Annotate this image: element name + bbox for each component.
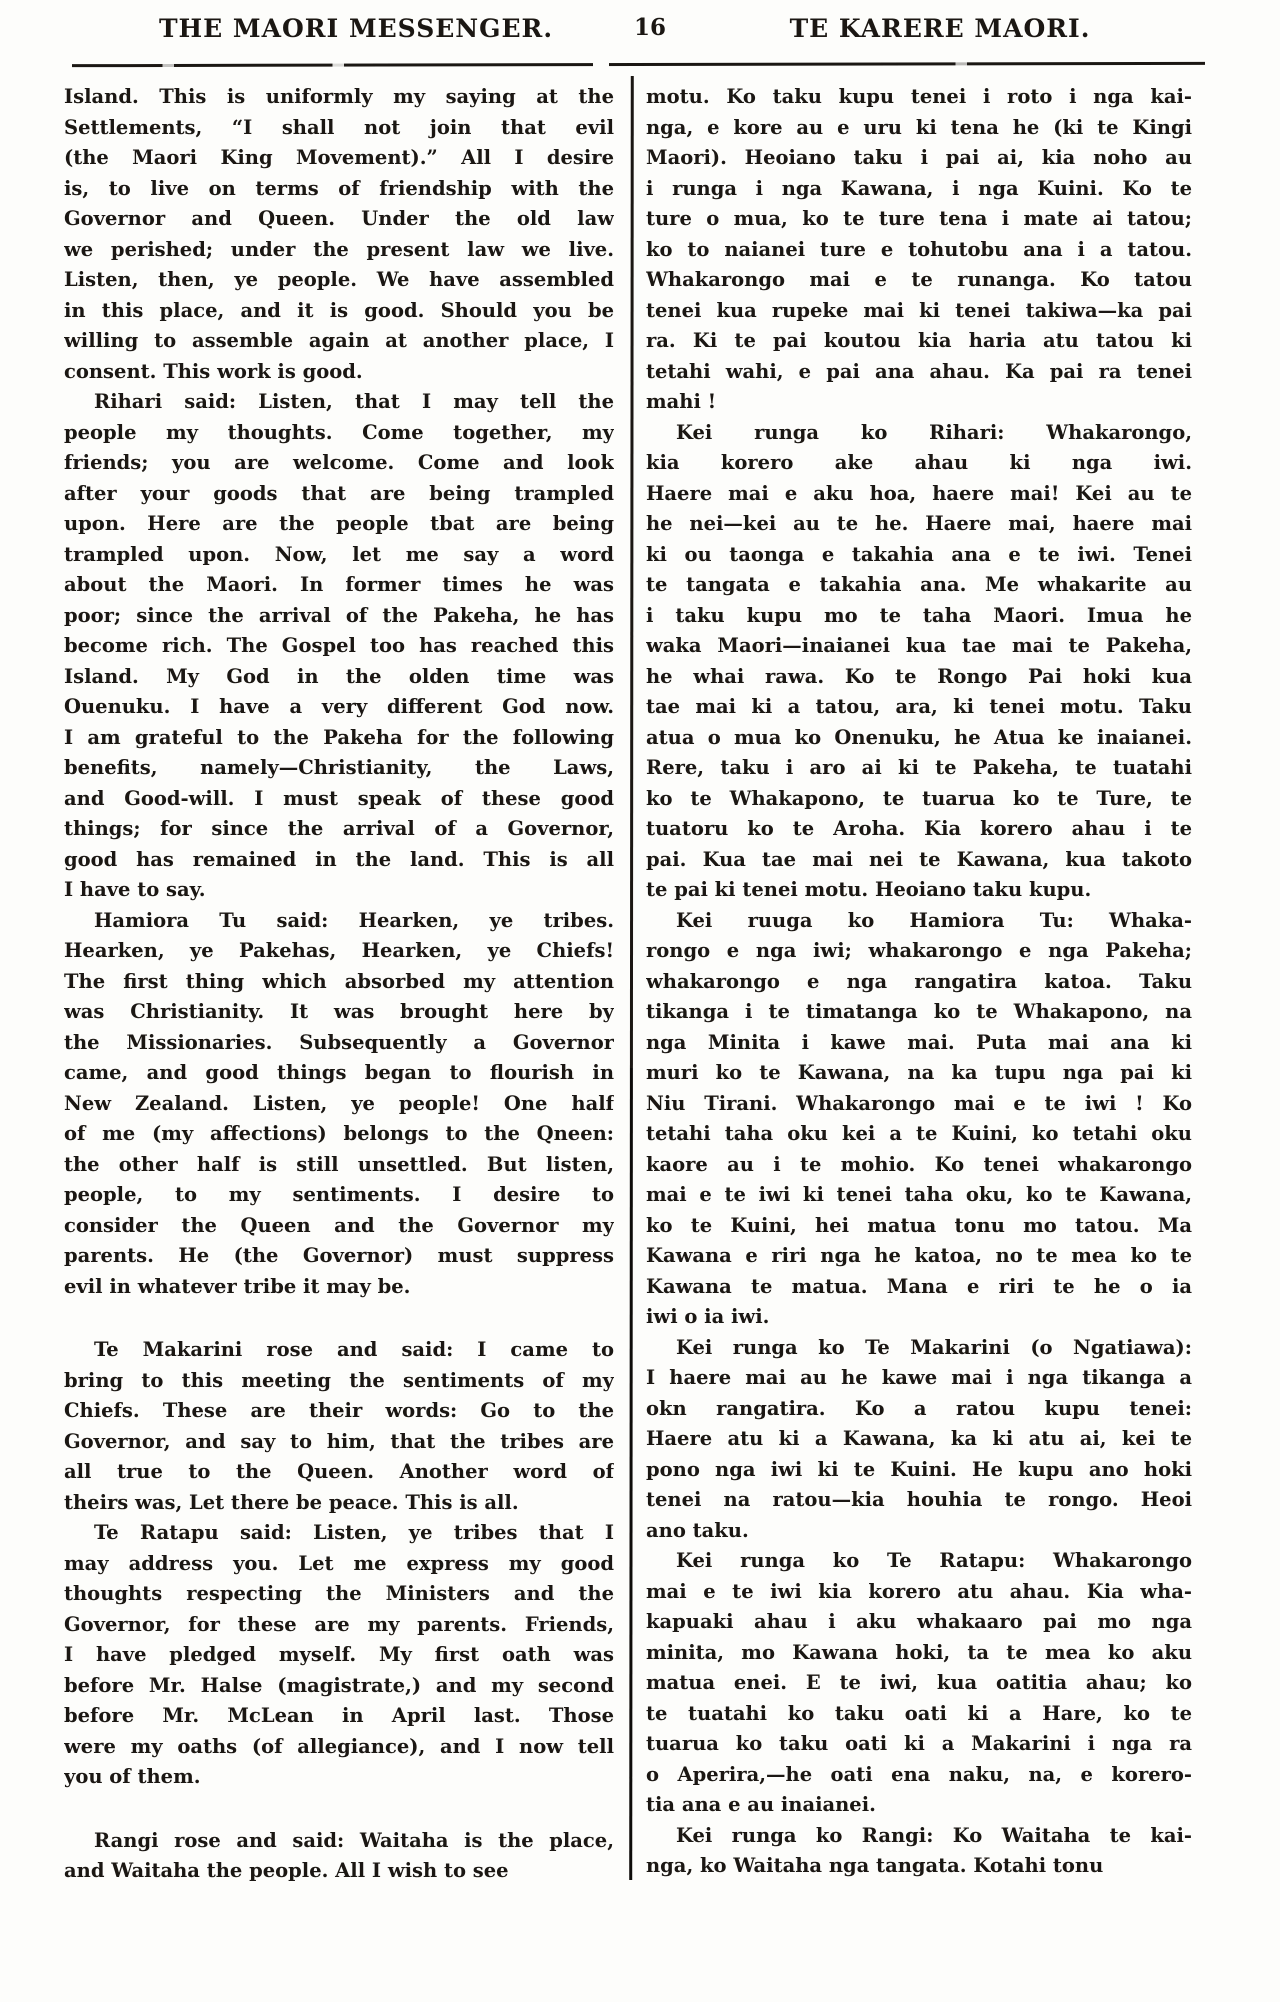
text-line: kia korero ake ahau ki nga iwi. [646, 451, 1192, 474]
text-line: Hearken, ye Pakehas, Hearken, ye Chiefs! [64, 939, 614, 962]
text-line: tia ana e au inaianei. [646, 1793, 876, 1816]
text-line: of me (my affections) belongs to the Qneen: [64, 1122, 614, 1145]
text-line: tetahi taha oku kei a te Kuini, ko tetahi oku [646, 1122, 1192, 1145]
text-line: atua o mua ko Onenuku, he Atua ke inaianei. [646, 725, 1192, 749]
text-line: may address you. Let me express my good [64, 1551, 614, 1575]
text-line: Listen, then, ye people. We have assembled [64, 268, 614, 291]
text-line: Haere mai e aku hoa, haere mai! Kei au te [646, 481, 1192, 505]
text-line: Whakarongo mai e te runanga. Ko tatou [646, 268, 1192, 291]
text-line: Niu Tirani. Whakarongo mai e te iwi ! Ko [646, 1091, 1192, 1115]
text-line: the Missionaries. Subsequently a Governor [64, 1030, 614, 1054]
text-line: benefits, namely—Christianity, the Laws, [64, 756, 614, 779]
text-line: thoughts respecting the Ministers and the [64, 1582, 614, 1605]
paragraph [64, 387, 614, 906]
text-line: pai. Kua tae mai nei te Kawana, kua takoto [646, 847, 1192, 871]
text-line: become rich. The Gospel too has reached this [64, 634, 614, 657]
paragraph [646, 418, 1192, 906]
paragraph [64, 906, 614, 1303]
text-line: ko to naianei ture e tohutobu ana i a tatou. [646, 237, 1192, 261]
text-line: tenei na ratou—kia houhia te rongo. Heoi [646, 1488, 1192, 1511]
page-number: 16 [633, 14, 667, 41]
text-line: nga, e kore au e uru ki tena he (ki te Kingi [646, 115, 1192, 139]
text-line: tetahi wahi, e pai ana ahau. Ka pai ra tenei [646, 359, 1192, 383]
text-line: Kei ruuga ko Hamiora Tu: Whaka- [676, 908, 1192, 932]
text-line: Settlements, “I shall not join that evil [64, 115, 614, 139]
text-line: tae mai ki a tatou, ara, ki tenei motu. Taku [646, 695, 1192, 718]
text-line: was Christianity. It was brought here by [64, 1000, 614, 1023]
text-line: trampled upon. Now, let me say a word [64, 542, 614, 566]
text-line: people my thoughts. Come together, my [64, 420, 614, 444]
text-line: and Good-will. I must speak of these good [64, 786, 614, 810]
text-line: before Mr. Halse (magistrate,) and my second [64, 1673, 614, 1697]
text-line: Governor, and say to him, that the tribes are [64, 1429, 614, 1453]
text-line: we perished; under the present law we live. [64, 237, 614, 261]
paragraph [646, 1333, 1192, 1547]
text-line: he whai rawa. Ko te Rongo Pai hoki kua [646, 664, 1192, 688]
text-line: you of them. [64, 1765, 201, 1788]
text-line: i taku kupu mo te taha Maori. Imua he [646, 603, 1192, 627]
text-line: about the Maori. In former times he was [64, 573, 614, 596]
text-line: Kei runga ko Te Makarini (o Ngatiawa): [676, 1335, 1192, 1359]
text-line: iwi o ia iwi. [646, 1305, 770, 1328]
paragraph [646, 82, 1192, 418]
text-line: I have to say. [64, 878, 206, 901]
text-line: consent. This work is good. [64, 359, 363, 383]
text-line: were my oaths (of allegiance), and I now tell [64, 1734, 614, 1758]
text-line: ko te Whakapono, te tuarua ko te Ture, te [646, 786, 1192, 810]
paragraph [64, 1826, 614, 1887]
text-line: bring to this meeting the sentiments of my [64, 1368, 614, 1392]
text-line: te tangata e takahia ana. Me whakarite au [646, 573, 1192, 596]
paragraph [64, 1518, 614, 1793]
text-line: o Aperira,—he oati ena naku, na, e korero- [646, 1762, 1192, 1786]
text-line: is, to live on terms of friendship with the [64, 176, 614, 200]
text-line: motu. Ko taku kupu tenei i roto i nga kai- [646, 85, 1192, 108]
text-line: theirs was, Let there be peace. This is all. [64, 1490, 519, 1514]
text-line: tikanga i te timatanga ko te Whakapono, na [646, 1000, 1192, 1023]
column-divider [629, 76, 633, 1880]
text-line: I haere mai au he kawe mai i nga tikanga a [646, 1366, 1192, 1389]
text-line: te tuatahi ko taku oati ki a Hare, ko te [646, 1701, 1192, 1725]
text-line: Governor and Queen. Under the old law [64, 207, 614, 230]
text-line: Island. This is uniformly my saying at the [64, 85, 614, 108]
paragraph [646, 1546, 1192, 1821]
text-line: Chiefs. These are their words: Go to the [64, 1399, 614, 1422]
text-line: tenei kua rupeke mai ki tenei takiwa—ka pai [646, 298, 1192, 322]
text-line: good has remained in the land. This is all [64, 847, 614, 871]
text-line: ture o mua, ko te ture tena i mate ai tatou; [646, 207, 1192, 230]
maori-column [646, 82, 1192, 1882]
text-line: Ouenuku. I have a very different God now. [64, 695, 614, 718]
text-line: willing to assemble again at another place, I [64, 329, 614, 352]
text-line: nga, ko Waitaha nga tangata. Kotahi tonu [646, 1854, 1104, 1877]
text-line: came, and good things began to flourish in [64, 1061, 614, 1084]
header-left-title: THE MAORI MESSENGER. [158, 14, 554, 43]
text-line: parents. He (the Governor) must suppress [64, 1244, 614, 1267]
text-line: Kei runga ko Rangi: Ko Waitaha te kai- [676, 1823, 1192, 1847]
text-line: Kei runga ko Rihari: Whakarongo, [676, 420, 1192, 444]
text-line: poor; since the arrival of the Pakeha, he has [64, 603, 614, 627]
paragraph [646, 906, 1192, 1333]
text-line: okn rangatira. Ko a ratou kupu tenei: [646, 1396, 1192, 1420]
text-line: in this place, and it is good. Should you be [64, 298, 614, 322]
text-line: rongo e nga iwi; whakarongo e nga Pakeha; [646, 939, 1192, 962]
text-line: I am grateful to the Pakeha for the following [64, 725, 614, 749]
text-line: waka Maori—inaianei kua tae mai te Pakeha, [646, 634, 1192, 657]
text-line: ko te Kuini, hei matua tonu mo tatou. Ma [646, 1213, 1192, 1237]
paragraph [64, 82, 614, 387]
text-line: I have pledged myself. My first oath was [64, 1643, 614, 1666]
text-line: things; for since the arrival of a Governor, [64, 817, 614, 840]
text-line: Governor, for these are my parents. Friends, [64, 1612, 614, 1636]
text-line: after your goods that are being trampled [64, 481, 614, 505]
text-line: Haere atu ki a Kawana, ka ki atu ai, kei te [646, 1427, 1192, 1450]
text-line: Island. My God in the olden time was [64, 664, 614, 688]
text-line: muri ko te Kawana, na ka tupu nga pai ki [646, 1061, 1192, 1084]
text-line: The first thing which absorbed my attention [64, 969, 614, 993]
english-column [64, 82, 614, 1887]
text-line: minita, mo Kawana hoki, ta te mea ko aku [646, 1640, 1192, 1664]
text-line: mahi ! [646, 390, 717, 413]
text-line: friends; you are welcome. Come and look [64, 451, 614, 474]
text-line: New Zealand. Listen, ye people! One half [64, 1091, 614, 1115]
text-line: ki ou taonga e takahia ana e te iwi. Tenei [646, 542, 1192, 566]
text-line: upon. Here are the people tbat are being [64, 512, 614, 535]
text-line: pono nga iwi ki te Kuini. He kupu ano hoki [646, 1457, 1192, 1481]
text-line: Te Makarini rose and said: I came to [94, 1338, 614, 1361]
text-line: i runga i nga Kawana, i nga Kuini. Ko te [646, 176, 1192, 200]
text-line: kapuaki ahau i aku whakaaro pai mo nga [646, 1610, 1192, 1633]
text-line: Hamiora Tu said: Hearken, ye tribes. [94, 908, 614, 932]
text-line: Kei runga ko Te Ratapu: Whakarongo [676, 1549, 1192, 1572]
text-line: before Mr. McLean in April last. Those [64, 1704, 614, 1727]
header-rule [72, 62, 1205, 67]
text-line: he nei—kei au te he. Haere mai, haere mai [646, 512, 1192, 535]
text-line: ano taku. [646, 1518, 749, 1542]
text-line: matua enei. E te iwi, kua oatitia ahau; ko [646, 1671, 1192, 1694]
text-line: mai e te iwi ki tenei taha oku, ko te Kawana, [646, 1183, 1192, 1206]
text-line: all true to the Queen. Another word of [64, 1460, 614, 1483]
text-line: mai e te iwi kia korero atu ahau. Kia wha- [646, 1579, 1192, 1603]
text-line: consider the Queen and the Governor my [64, 1213, 614, 1237]
text-line: tuarua ko taku oati ki a Makarini i nga ra [646, 1732, 1192, 1755]
text-line: whakarongo e nga rangatira katoa. Taku [646, 969, 1192, 993]
text-line: (the Maori King Movement).” All I desire [64, 146, 614, 169]
text-line: ra. Ki te pai koutou kia haria atu tatou ki [646, 329, 1192, 352]
text-line: Kawana te matua. Mana e riri te he o ia [646, 1274, 1192, 1298]
text-line: evil in whatever tribe it may be. [64, 1274, 411, 1298]
text-line: te pai ki tenei motu. Heoiano taku kupu. [646, 878, 1092, 901]
text-line: Te Ratapu said: Listen, ye tribes that I [94, 1521, 614, 1544]
text-line: the other half is still unsettled. But listen, [64, 1152, 614, 1176]
text-line: Rere, taku i aro ai ki te Pakeha, te tuatahi [646, 756, 1192, 779]
header-right-title: TE KARERE MAORI. [789, 14, 1091, 43]
text-line: Maori). Heoiano taku i pai ai, kia noho au [646, 146, 1192, 169]
text-line: kaore au i te mohio. Ko tenei whakarongo [646, 1152, 1192, 1176]
text-line: tuatoru ko te Aroha. Kia korero ahau i te [646, 817, 1192, 840]
text-line: and Waitaha the people. All I wish to see [64, 1859, 509, 1882]
paragraph [646, 1821, 1192, 1882]
text-line: people, to my sentiments. I desire to [64, 1183, 614, 1206]
text-line: Rihari said: Listen, that I may tell the [94, 390, 614, 413]
paragraph [64, 1335, 614, 1518]
text-line: Kawana e riri nga he katoa, no te mea ko te [646, 1244, 1192, 1267]
text-line: Rangi rose and said: Waitaha is the place, [94, 1828, 614, 1852]
text-line: nga Minita i kawe mai. Puta mai ana ki [646, 1030, 1192, 1054]
